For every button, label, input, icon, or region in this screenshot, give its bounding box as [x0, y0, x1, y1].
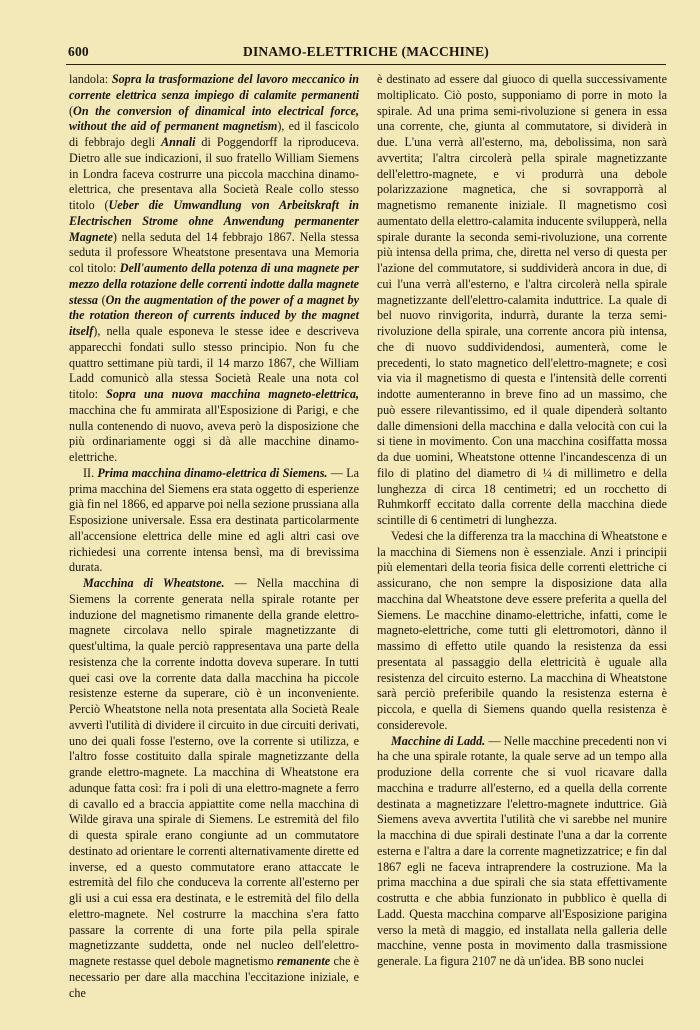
paragraph: [377, 529, 667, 734]
paragraph: [377, 734, 667, 970]
text-run: ) nella seduta del 14 febbrajo 1867. Nella stessa seduta il professore Wheatstone presentava una Memoria col titolo:: [69, 229, 359, 275]
text-run: — Nella macchina di Siemens la corrente generata nella spirale rotante per induzione del magnetismo rimanente della grande elettro-magnete circolava nello spirale magnetizzante di quest'ultima, la quale perciò rappresentava una parte della resistenza che la corrente indotta doveva superare. In tutti quei casi ove la corrente data dalla macchina ha piccole resistenze esterne da superare, ciò è un inconveniente. Perciò Wheatstone nella nota presentata alla Società Reale avvertì l'utilità di dividere il circuito in due circuiti derivati, uno dei quali fosse l'esterno, ove la corrente si utilizza, e l'altro fosse costituito dalla spirale magnetizzante della grande elettro-magnete. La macchina di Wheatstone era adunque fatta così: fra i poli di una elettro-magnete a ferro di cavallo ed a braccia appiattite come nella macchina di Wilde girava una spirale di Siemens. Le estremità del filo di questa spirale erano congiunte ad un commutatore destinato ad orientare le correnti alternativamente dirette ed inverse, ed a questo commutatore erano attaccate le estremità del filo che conduceva la corrente all'esterno per gli usi a cui essa era destinata, e le estremità del filo della elettro-magnete. Nel costrurre la macchina s'era fatto passare la corrente di una forte pila pella spirale magnetizzante suddetta, onde nel nucleo dell'elettro-magnete restasse quel debole magnetismo: [69, 576, 359, 968]
text-run: landola:: [69, 72, 112, 86]
paragraph: [377, 72, 667, 529]
running-title: DINAMO-ELETTRICHE (MACCHINE): [243, 44, 489, 59]
paragraph: [69, 72, 359, 466]
paragraph: [69, 576, 359, 1001]
emphasized-text: Macchine di Ladd.: [391, 733, 486, 748]
emphasized-text: Macchina di Wheatstone.: [83, 576, 225, 590]
text-run: Vedesi che la differenza tra la macchina di Wheatstone e la macchina di Siemens non è essenziale. Anzi i principii più elementari della teoria fisica delle correnti elettriche ci assicurano, che non sempre la disposizione data alla macchina dal Wheatstone deve essere preferita a quella del Siemens. Le macchine dinamo-elettriche, infatti, come le magneto-elettriche, come tutti gli elettromotori, dànno il massimo di effetto utile quando la resistenza da essi presentata al passaggio della elettricità è uguale alla resistenza del circuito esterno. La macchina di Wheatstone sarà perciò preferibile quando la resistenza esterna è piccola, e quella di Siemens quando quella resistenza è considerevole.: [377, 528, 667, 732]
emphasized-text: remanente: [276, 954, 331, 968]
emphasized-text: Dell'aumento della potenza di una magnete per mezzo della rotazione delle correnti indotte dalla magnete stessa: [69, 261, 359, 307]
left-column: [69, 72, 359, 1001]
right-column: [377, 72, 667, 970]
emphasized-text: Sopra la trasformazione del lavoro meccanico in corrente elettrica senza impiego di calamite permanenti: [69, 72, 359, 102]
running-header: [68, 44, 664, 64]
emphasized-text: Annali: [161, 135, 196, 149]
page-number: 600: [68, 44, 89, 59]
emphasized-text: On the conversion of dinamical into electrical force, without the aid of permanent magnetism: [69, 103, 359, 134]
text-run: — Nelle macchine precedenti non vi ha che una spirale rotante, la quale serve ad un tempo alla produzione della corrente che si vuol ricavare dalla macchina e tradurre all'esterno, ed a quella della corrente destinata a magnetizzare l'elettro-magnete induttrice. Già Siemens aveva avvertita l'utilità che vi sarebbe nel munire la macchina di due spirali destinate l'una a dar la corrente esterna e l'altra a dare la corrente magnetizzatrice; e fin dal 1867 egli ne faceva intraprendere la costruzione. Ma la prima macchina a due spirali che sia stata effettivamente costrutta e che abbia funzionato in pubblico è quella di Ladd. Questa macchina comparve all'Esposizione parigina verso la metà di maggio, ed installata nella galleria delle macchine, venne posta in movimento dalla trasmissione generale. La figura 2107 ne dà un'idea. BB sono nuclei: [377, 733, 667, 968]
text-run: — La prima macchina del Siemens era stata oggetto di esperienze già fin nel 1866, ed apparve poi nella sezione prussiana alla Esposizione universale. Essa era destinata particolarmente all'accensione elettrica delle mine ed agli altri casi ove richiedesi una corrente intensa bensì, ma di brevissima durata.: [69, 465, 360, 575]
text-run: ), ed il fascicolo di febbrajo degli: [69, 119, 359, 149]
text-run: macchina che fu ammirata all'Esposizione di Parigi, e che nulla contenendo di nuovo, aveva però la disposizione che più ordinariamente oggi si dà alle macchine dinamo-elettriche.: [69, 402, 359, 464]
emphasized-text: On the augmentation of the power of a magnet by the rotation thereon of currents induced by the magnet itself: [69, 292, 360, 338]
text-run: (: [98, 292, 106, 307]
paragraph: [69, 466, 359, 576]
emphasized-text: Ueber die Umwandlung von Arbeitskraft in Electrischen Strome ohne Anwendung permanenter Magnete: [69, 198, 359, 244]
text-run: che è necessario per dare alla macchina l'eccitazione iniziale, e che: [69, 954, 360, 1000]
emphasized-text: Prima macchina dinamo-elettrica di Siemens.: [97, 465, 328, 480]
header-rule: [66, 64, 666, 65]
text-run: è destinato ad essere dal giuoco di quella successivamente moltiplicato. Ciò posto, supponiamo di porre in moto la spirale. Ad una prima semi-rivoluzione si genera in essa una corrente, che, giunta al commutatore, si dividerà in due. L'una verrà all'esterno, ma, debolissima, non sarà avvertita; l'altra circolerà pella spirale magnetizzante dell'elettro-magnete, e vi produrrà una debole polarizzazione magnetica, che si sovrapporrà al magnetismo remanente iniziale. Il magnetismo così aumentato della elettro-calamita inducente svilupperà, nella spirale durante la seconda semi-rivoluzione, una corrente più intensa della prima, che, diretta nel verso di questa per l'azione del commutatore, si suddividerà ancora in due, di cui l'una verrà all'esterno, e l'altra circolerà nella spirale magnetizzante dell'elettro-calamita induttrice. La quale di bel nuovo rinvigorita, indurrà, durante la terza semi-rivoluzione della spirale, una corrente ancora più intensa, che di nuovo suddividendosi, aumenterà, come le precedenti, lo stato magnetico dell'elettro-magnete; e così via via il magnetismo di questa e l'intensità delle correnti indotte aumenteranno in breve fino ad un massimo, che può essere rilevantissimo, ed il quale dipenderà soltanto dalle dimensioni della macchina e dalla velocità con cui la si tiene in movimento. Con una macchina cosiffatta mossa da due uomini, Wheatstone ottenne l'incandescenza di un filo di platino del diametro di ¼ di millimetro e della lunghezza di circa 18 centimetri; ed un rocchetto di Ruhmkorff eccitato dalla corrente della macchina diede scintille di 6 centimetri di lunghezza.: [377, 72, 667, 527]
text-run: II.: [83, 465, 98, 480]
text-run: di Poggendorff la riproduceva. Dietro alle sue indicazioni, il suo fratello William Siemens in Londra faceva costrurre una piccola macchina dinamo-elettrica, che presentava alla Società Reale collo stesso titolo (: [69, 135, 359, 212]
emphasized-text: Sopra una nuova macchina magneto-elettrica,: [106, 387, 360, 401]
text-run: (: [69, 103, 74, 118]
text-run: ), nella quale esponeva le stesse idee e descriveva apparecchi fondati sullo stesso principio. Non fu che quattro settimane più tardi, il 14 marzo 1867, che William Ladd comunicò alla stessa Società Reale una nota col titolo:: [69, 324, 359, 401]
